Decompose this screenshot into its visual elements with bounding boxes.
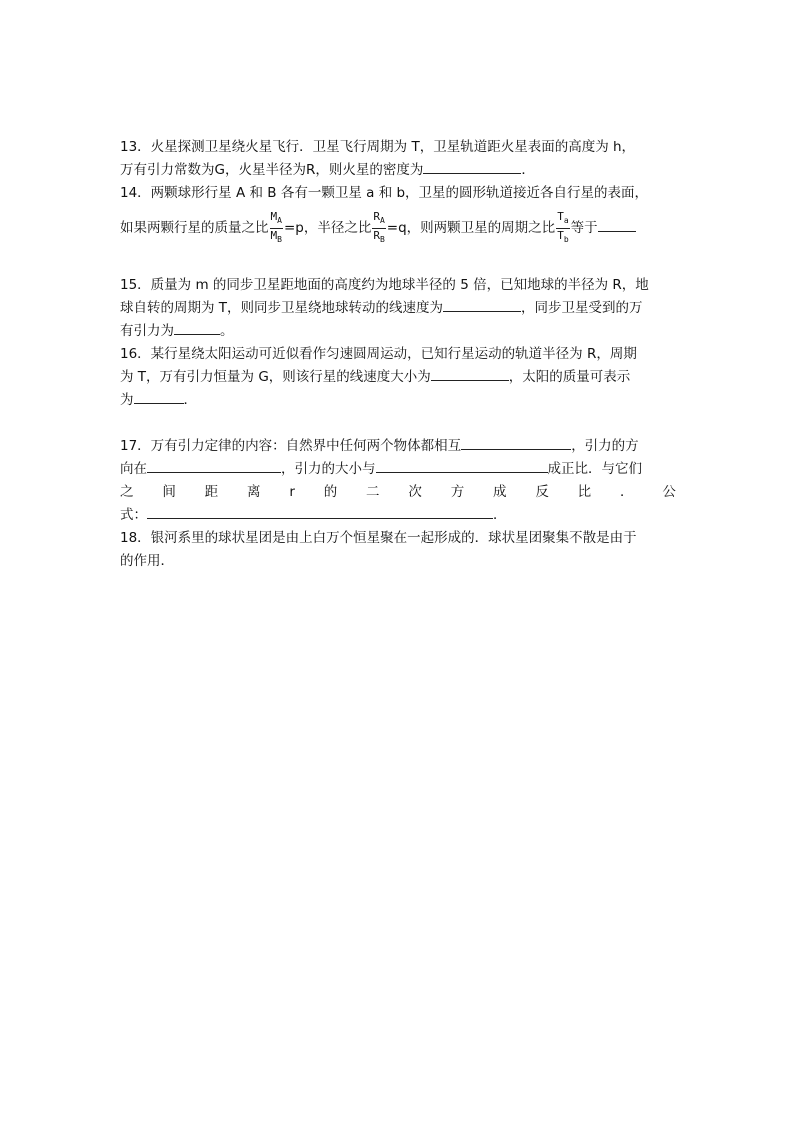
q17-line-4: 式： ．: [120, 504, 676, 527]
question-14: [120, 182, 676, 251]
answer-blank[interactable]: [431, 366, 509, 381]
q17-line-3: 之 间 距 离 r 的 二 次 方 成 反 比 ． 公: [120, 484, 676, 500]
q18-line-2: 的作用．: [120, 553, 174, 569]
document-page: [120, 136, 676, 573]
question-16: [120, 343, 676, 412]
answer-blank[interactable]: [598, 217, 636, 232]
q15-line-2: 球自转的周期为 T，则同步卫星绕地球转动的线速度为 ，同步卫星受到的万: [120, 297, 676, 320]
q16-line-2: 为 T，万有引力恒量为 G，则该行星的线速度大小为 ，太阳的质量可表示: [120, 366, 676, 389]
q17-line-1: 17．万有引力定律的内容：自然界中任何两个物体都相互 ，引力的方: [120, 435, 676, 458]
q16-line-3: 为 ．: [120, 389, 676, 412]
period-ratio-fraction: $\frac{T_a}{T_b}$: [557, 210, 569, 244]
q17-line-2: 向在 ，引力的大小与 成正比．与它们: [120, 458, 676, 481]
answer-blank[interactable]: [461, 435, 571, 450]
q15-line-1: 15．质量为 m 的同步卫星距地面的高度约为地球半径的 5 倍，已知地球的半径为 R，地: [120, 277, 649, 293]
q15-line-3: 有引力为 。: [120, 320, 676, 343]
answer-blank[interactable]: [134, 389, 184, 404]
q16-line-1: 16．某行星绕太阳运动可近似看作匀速圆周运动，已知行星运动的轨道半径为 R，周期: [120, 346, 637, 362]
q13-line-1: 13．火星探测卫星绕火星飞行．卫星飞行周期为 T，卫星轨道距火星表面的高度为 h，: [120, 139, 636, 155]
answer-blank[interactable]: [147, 458, 281, 473]
question-13: [120, 136, 676, 182]
question-18: [120, 527, 676, 573]
question-17: [120, 435, 676, 527]
q13-line-2: 万有引力常数为G，火星半径为R，则火星的密度为 ．: [120, 159, 676, 182]
answer-blank[interactable]: [443, 297, 521, 312]
q14-line-2: 如果两颗行星的质量之比 $\frac{M_A}{M_B}$ =p，半径之比 $\frac{R_A}{R_B}$ =q，则两颗卫星的周期之比 $\frac{T_a}{T_b}$ 等于: [120, 205, 676, 251]
answer-blank[interactable]: [147, 504, 493, 519]
question-15: [120, 274, 676, 343]
answer-blank[interactable]: [174, 320, 220, 335]
q14-line-1: 14．两颗球形行星 A 和 B 各有一颗卫星 a 和 b，卫星的圆形轨道接近各自行星的表面，: [120, 185, 649, 201]
q18-line-1: 18．银河系里的球状星团是由上白万个恒星聚在一起形成的．球状星团聚集不散是由于: [120, 530, 637, 546]
radius-ratio-fraction: $\frac{R_A}{R_B}$: [373, 210, 385, 244]
answer-blank[interactable]: [423, 159, 521, 174]
answer-blank[interactable]: [376, 458, 548, 473]
mass-ratio-fraction: $\frac{M_A}{M_B}$: [270, 210, 282, 244]
